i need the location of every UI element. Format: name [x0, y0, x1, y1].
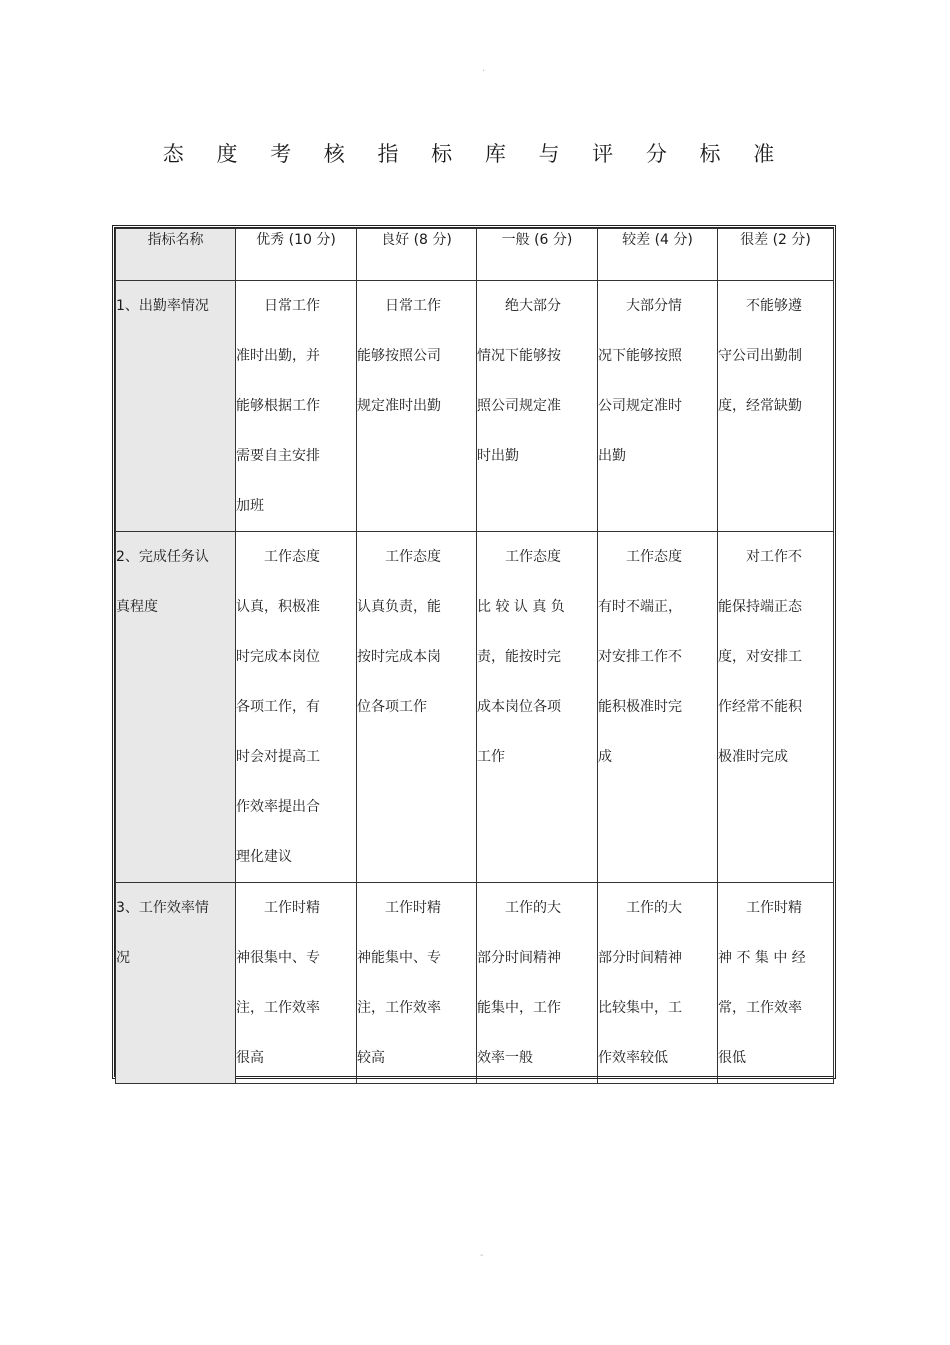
table-cell: 大部分情 况下能够按照 公司规定准时 出勤 — [598, 281, 718, 532]
header-average: 一般 (6 分) — [477, 229, 598, 281]
header-very-poor: 很差 (2 分) — [718, 229, 834, 281]
table-row — [116, 532, 834, 883]
page-title: 态 度 考 核 指 标 库 与 评 分 标 准 — [162, 142, 788, 166]
table-row — [116, 281, 834, 532]
table-cell: 不能够遵 守公司出勤制 度，经常缺勤 — [718, 281, 834, 532]
table-row — [116, 883, 834, 1084]
table-cell: 日常工作 能够按照公司 规定准时出勤 — [357, 281, 477, 532]
table-cell: 日常工作 准时出勤，并 能够根据工作 需要自主安排 加班 — [236, 281, 357, 532]
header-poor: 较差 (4 分) — [598, 229, 718, 281]
header-excellent: 优秀 (10 分) — [236, 229, 357, 281]
table-cell: 工作时精 神 不 集 中 经 常，工作效率 很低 — [718, 883, 834, 1084]
criteria-table-frame — [112, 225, 836, 1079]
table-cell: 对工作不 能保持端正态 度，对安排工 作经常不能积 极准时完成 — [718, 532, 834, 883]
table-header-row — [116, 229, 834, 281]
table-cell: 工作的大 部分时间精神 比较集中，工 作效率较低 — [598, 883, 718, 1084]
table-cell: 工作态度 有时不端正， 对安排工作不 能积极准时完 成 — [598, 532, 718, 883]
header-indicator-name: 指标名称 — [116, 229, 236, 281]
table-cell: 工作时精 神能集中、专 注，工作效率 较高 — [357, 883, 477, 1084]
table-cell: 工作时精 神很集中、专 注，工作效率 很高 — [236, 883, 357, 1084]
table-cell: 工作态度 比 较 认 真 负 责，能按时完 成本岗位各项 工作 — [477, 532, 598, 883]
row-name: 2、完成任务认 真程度 — [116, 532, 236, 883]
criteria-table — [115, 228, 834, 1084]
page-mark: - — [480, 1250, 484, 1261]
row-name: 1、出勤率情况 — [116, 281, 236, 532]
table-cell: 工作的大 部分时间精神 能集中，工作 效率一般 — [477, 883, 598, 1084]
table-cell: 工作态度 认真，积极准 时完成本岗位 各项工作，有 时会对提高工 作效率提出合 理化建议 — [236, 532, 357, 883]
row-name: 3、工作效率情 况 — [116, 883, 236, 1084]
table-cell: 绝大部分 情况下能够按 照公司规定准 时出勤 — [477, 281, 598, 532]
header-good: 良好 (8 分) — [357, 229, 477, 281]
page-mark: · — [482, 66, 486, 77]
table-cell: 工作态度 认真负责，能 按时完成本岗 位各项工作 — [357, 532, 477, 883]
